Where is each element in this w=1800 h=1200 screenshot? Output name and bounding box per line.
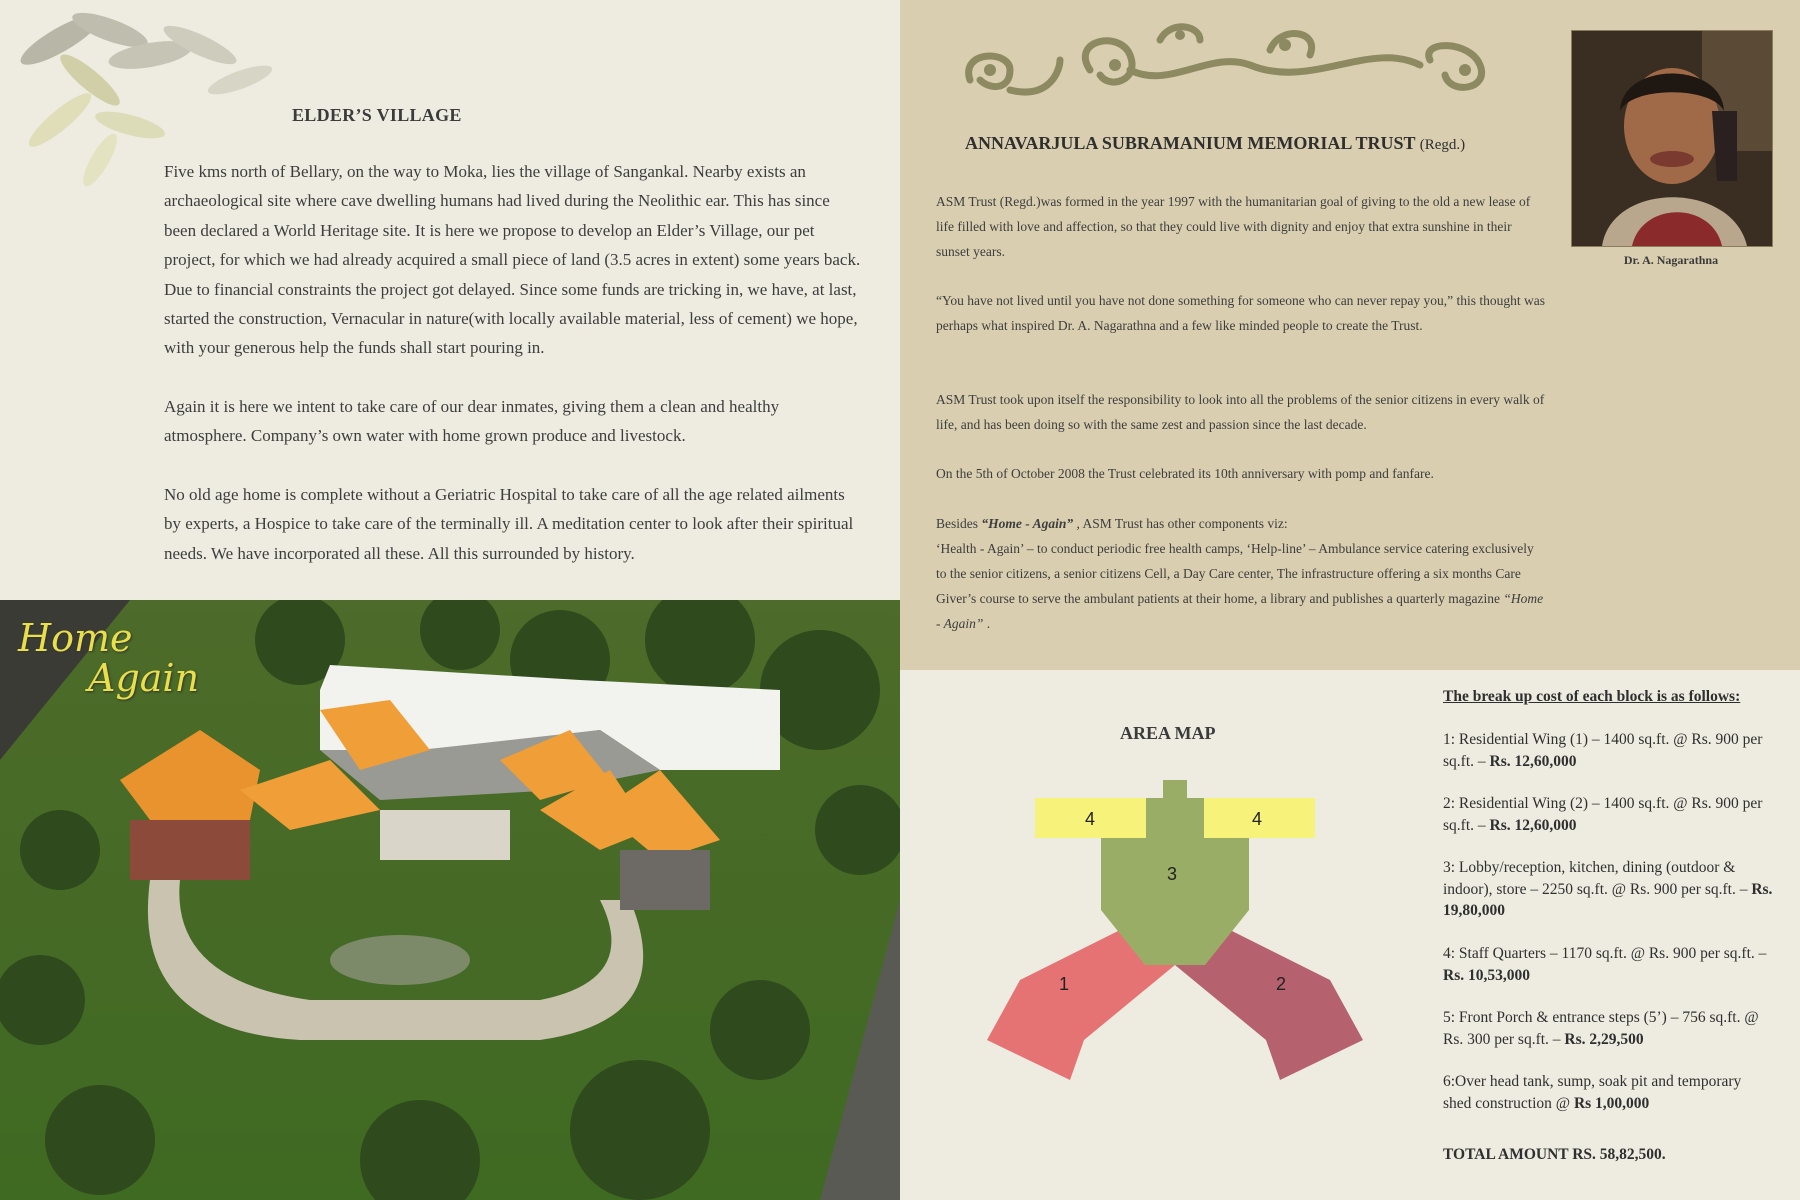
trust-paragraph: “You have not lived until you have not done something for someone who can never repay you,” this thought was perhaps what inspired Dr. A. Nagarathna and a few like minded people to create the Trust. (936, 293, 1546, 333)
home-again-line2: Again (88, 656, 200, 700)
cost-item: 6:Over head tank, sump, soak pit and temporary shed construction @ Rs 1,00,000 (1443, 1073, 1742, 1112)
dr-nagarathna-photo (1571, 30, 1773, 247)
elders-village-title: ELDER’S VILLAGE (292, 105, 462, 125)
cost-breakdown-title: The break up cost of each block is as follows: (1443, 688, 1741, 705)
cost-item: 3: Lobby/reception, kitchen, dining (outdoor & indoor), store – 2250 sq.ft. @ Rs. 900 per sq.ft. – Rs. 19,80,000 (1443, 859, 1773, 919)
block-label-4: 4 (1085, 809, 1096, 829)
trust-name: ANNAVARJULA SUBRAMANIUM MEMORIAL TRUST (965, 133, 1416, 153)
elders-village-paragraph: No old age home is complete without a Geriatric Hospital to take care of all the age related ailments by experts, a Hospice to take care of the terminally ill. A meditation center to look after their spiritual needs. We have incorporated all these. All this surrounded by history. (164, 485, 854, 563)
trust-paragraph: On the 5th of October 2008 the Trust celebrated its 10th anniversary with pomp and fanfare. (936, 466, 1434, 481)
trust-text: ‘Health - Again’ – to conduct periodic free health camps, ‘Help-line’ – Ambulance service catering exclusively to the senior citizens, a senior citizens Cell, a Day Care center, The infrastructure offering a six months Care Giver’s course to serve the ambulant patients at their home, a library and publishes a quarterly magazine (936, 541, 1534, 606)
home-again-title (18, 618, 199, 698)
elders-village-paragraph: Five kms north of Bellary, on the way to Moka, lies the village of Sangankal. Nearby exists an archaeological site where cave dwelling humans had lived during the Neolithic ear. This has since been declared a World Heritage site. It is here we propose to develop an Elder’s Village, our pet project, for which we had already acquired a small piece of land (3.5 acres in extent) some years back. Due to financial constraints the project got delayed. Since some funds are tricking in, we have, at last, started the construction, Vernacular in nature(with locally available material, less of cement) we hope, with your generous help the funds shall start pouring in. (164, 162, 861, 358)
block-label-3: 3 (1167, 864, 1178, 884)
home-again-emphasis: “Home - Again” (936, 591, 1544, 631)
trust-text: . (983, 616, 991, 631)
photo-caption: Dr. A. Nagarathna (1623, 253, 1719, 267)
swirl-ornament (950, 10, 1530, 110)
home-again-emphasis: “Home - Again” (981, 516, 1074, 531)
trust-paragraph: ASM Trust (Regd.)was formed in the year 1997 with the humanitarian goal of giving to the old a new lease of life filled with love and affection, so that they could live with dignity and enjoy that extra sunshine in their sunset years. (936, 194, 1531, 259)
home-again-line1: Home (18, 616, 133, 660)
trust-text: , ASM Trust has other components viz: (1073, 516, 1288, 531)
cost-item: 4: Staff Quarters – 1170 sq.ft. @ Rs. 900 per sq.ft. – Rs. 10,53,000 (1443, 945, 1767, 984)
block-label-2: 2 (1276, 974, 1287, 994)
trust-text: Besides (936, 516, 982, 531)
area-map-title: AREA MAP (1120, 723, 1216, 743)
trust-paragraph (936, 511, 1546, 636)
elders-village-paragraph: Again it is here we intent to take care of our dear inmates, giving them a clean and healthy atmosphere. Company’s own water with home grown produce and livestock. (164, 397, 780, 446)
block-label-4: 4 (1252, 809, 1263, 829)
cost-item: 2: Residential Wing (2) – 1400 sq.ft. @ Rs. 900 per sq.ft. – Rs. 12,60,000 (1443, 795, 1763, 834)
total-amount: TOTAL AMOUNT RS. 58,82,500. (1443, 1146, 1666, 1163)
trust-regd: (Regd.) (1419, 137, 1466, 153)
block-label-1: 1 (1059, 974, 1070, 994)
area-map-diagram (975, 770, 1375, 1090)
cost-item: 1: Residential Wing (1) – 1400 sq.ft. @ Rs. 900 per sq.ft. – Rs. 12,60,000 (1443, 731, 1763, 770)
cost-item: 5: Front Porch & entrance steps (5’) – 756 sq.ft. @ Rs. 300 per sq.ft. – Rs. 2,29,500 (1443, 1009, 1759, 1048)
trust-title (965, 133, 1465, 154)
trust-paragraph: ASM Trust took upon itself the responsibility to look into all the problems of the senior citizens in every walk of life, and has been doing so with the same zest and passion since the last decade. (936, 392, 1545, 432)
